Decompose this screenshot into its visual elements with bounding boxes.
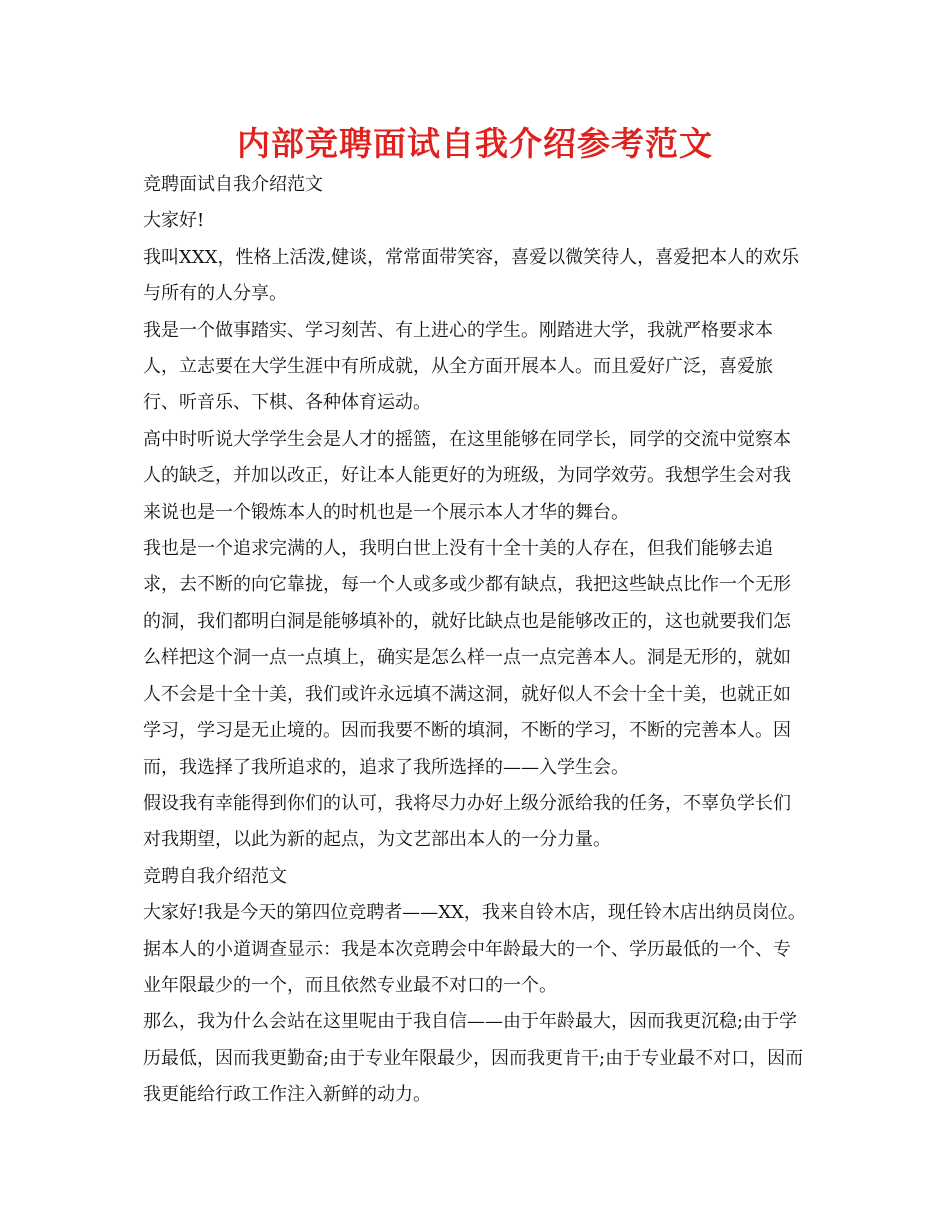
paragraph: 我叫XXX，性格上活泼,健谈，常常面带笑容，喜爱以微笑待人，喜爱把本人的欢乐与所有的人分享。 — [143, 246, 800, 305]
section-heading: 竞聘面试自我介绍范文 — [143, 174, 323, 195]
paragraph: 高中时听说大学学生会是人才的摇篮，在这里能够在同学长，同学的交流中觉察本人的缺乏，并加以改正，好让本人能更好的为班级，为同学效劳。我想学生会对我来说也是一个锻炼本人的时机也是一个展示本人才华的舞台。 — [143, 428, 791, 523]
paragraph: 那么，我为什么会站在这里呢由于我自信——由于年龄最大，因而我更沉稳;由于学历最低，因而我更勤奋;由于专业年限最少，因而我更肯干;由于专业最不对口，因而我更能给行政工作注入新鲜的动力。 — [143, 1011, 804, 1106]
paragraph: 假设我有幸能得到你们的认可，我将尽力办好上级分派给我的任务，不辜负学长们对我期望，以此为新的起点，为文艺部出本人的一分力量。 — [143, 792, 791, 851]
paragraph: 我是一个做事踏实、学习刻苦、有上进心的学生。刚踏进大学，我就严格要求本人，立志要在大学生涯中有所成就，从全方面开展本人。而且爱好广泛，喜爱旅行、听音乐、下棋、各种体育运动。 — [143, 319, 773, 414]
paragraph: 我也是一个追求完满的人，我明白世上没有十全十美的人存在，但我们能够去追求，去不断的向它靠拢，每一个人或多或少都有缺点，我把这些缺点比作一个无形的洞，我们都明白洞是能够填补的，就好比缺点也是能够改正的，这也就要我们怎么样把这个洞一点一点填上，确实是怎么样一点一点完善本人。洞是无形的，就如人不会是十全十美，我们或许永远填不满这洞，就好似人不会十全十美，也就正如学习，学习是无止境的。因而我要不断的填洞，不断的学习，不断的完善本人。因而，我选择了我所追求的，追求了我所选择的——入学生会。 — [143, 538, 791, 778]
paragraph: 大家好!我是今天的第四位竞聘者——XX，我来自铃木店，现任铃木店出纳员岗位。据本人的小道调查显示：我是本次竞聘会中年龄最大的一个、学历最低的一个、专业年限最少的一个，而且依然专业最不对口的一个。 — [143, 902, 806, 996]
greeting-paragraph: 大家好! — [143, 210, 205, 232]
document-title: 内部竞聘面试自我介绍参考范文 — [237, 124, 713, 163]
section-heading: 竞聘自我介绍范文 — [143, 865, 287, 887]
document-body — [143, 167, 808, 1114]
